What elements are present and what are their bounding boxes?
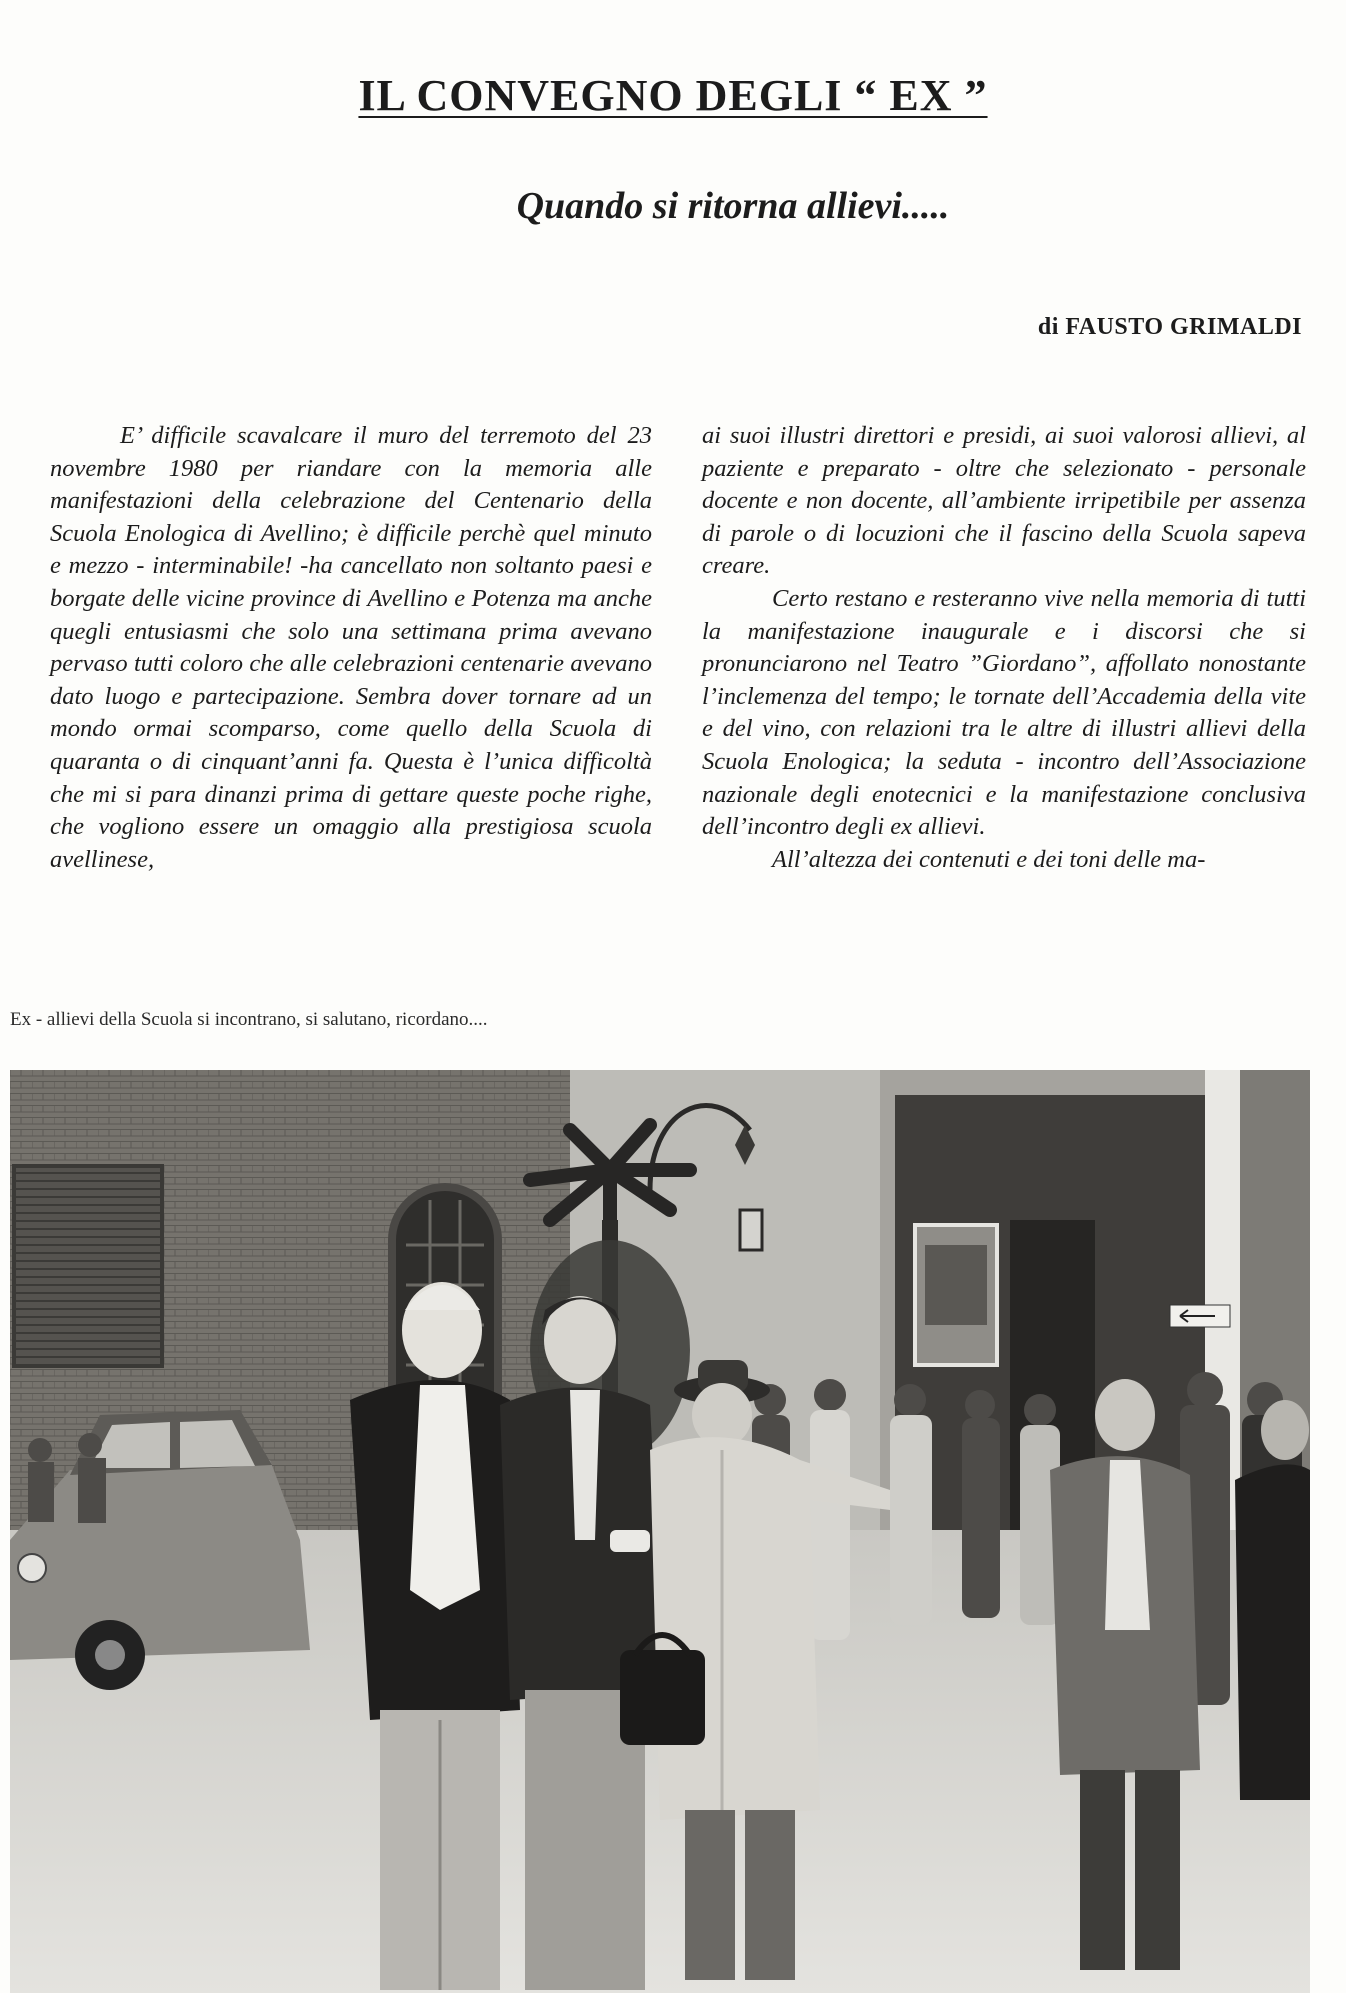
event-photo [10, 1070, 1310, 1993]
article-title [0, 70, 1346, 121]
article-title-text: IL CONVEGNO DEGLI “ EX ” [358, 71, 988, 120]
body-paragraph: E’ difficile scavalcare il muro del terremoto del 23 novembre 1980 per riandare con la memoria alle manifestazioni della celebrazione del Centenario della Scuola Enologica di Avellino; è difficile perchè quel minuto e mezzo - interminabile! -ha cancellato non soltanto paesi e borgate delle vicine province di Avellino e Potenza ma anche quegli entusiasmi che solo una settimana prima avevano pervaso tutti coloro che alle celebrazioni centenarie avevano dato luogo e partecipazione. Sembra dover tornare ad un mondo ormai scomparso, come quello della Scuola di quaranta o di cinquant’anni fa. Questa è l’unica difficoltà che mi si para dinanzi prima di gettare queste poche righe, che vogliono essere un omaggio alla prestigiosa scuola avellinese, [50, 422, 652, 873]
shuttered-window [14, 1166, 162, 1366]
body-paragraph: Certo restano e resteranno vive nella memoria di tutti la manifestazione inaugurale e i discorsi che si pronunciarono nel Teatro ”Giordano”, affollato nonostante l’inclemenza del tempo; le tornate dell’Accademia della vite e del vino, con relazioni tra le altre di illustri allievi della Scuola Enologica; la seduta - incontro dell’Associazione nazionale degli enotecnici e la manifestazione conclusiva dell’incontro degli ex allievi. [702, 584, 1306, 841]
photo-caption: Ex - allievi della Scuola si incontrano, si salutano, ricordano.... [10, 1009, 488, 1030]
article-subtitle: Quando si ritorna allievi..... [516, 185, 950, 227]
article-byline: di FAUSTO GRIMALDI [1037, 314, 1302, 340]
photo-illustration [10, 1070, 1310, 1993]
body-column-right [702, 420, 1306, 876]
handbag [620, 1650, 705, 1745]
body-paragraph: All’altezza dei contenuti e dei toni delle ma- [772, 845, 1206, 873]
body-column-left [50, 420, 652, 876]
body-paragraph: ai suoi illustri direttori e presidi, ai suoi valorosi allievi, al paziente e preparato - oltre che selezionato - personale docente e non docente, all’ambiente irripetibile per assenza di parole o di locuzioni che il fascino della Scuola sapeva creare. [702, 422, 1306, 580]
